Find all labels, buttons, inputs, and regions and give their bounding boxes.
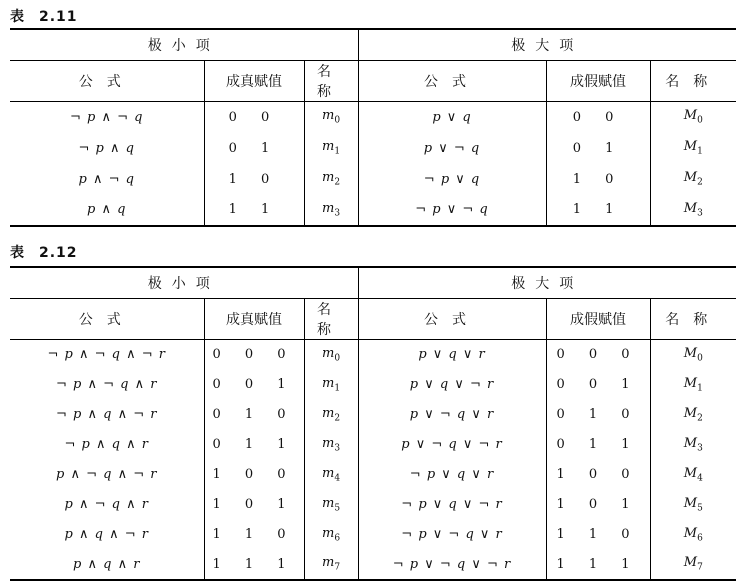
maxterm-index: 2 <box>697 177 703 188</box>
maxterm-formula: p ∨ ¬ q ∨ r <box>358 400 546 430</box>
table-caption <box>10 6 78 26</box>
minterm-group-header: 极小项 <box>10 267 358 299</box>
minterm-name <box>304 550 358 580</box>
maxterm-formula: ¬ p ∨ ¬ q <box>358 195 546 226</box>
minterm-index: 3 <box>334 443 341 454</box>
caption-prefix: 表 <box>10 245 25 261</box>
maxterm-index: 0 <box>697 353 703 364</box>
maxterm-symbol: M <box>683 525 698 541</box>
minterm-index: 2 <box>334 413 341 424</box>
maxterm-symbol: M <box>683 345 698 361</box>
false-assignment-values: 0 1 0 <box>546 400 650 430</box>
minterm-formula: p ∧ ¬ q <box>78 171 135 187</box>
minterm-formula: p ∧ q <box>10 195 204 226</box>
minterm-maxterm-table <box>10 28 736 227</box>
maxterm-formula: ¬ p ∨ ¬ q ∨ r <box>358 520 546 550</box>
true-assignment-values: 0 0 0 <box>204 340 304 370</box>
minterm-name <box>304 340 358 370</box>
maxterm-index: 2 <box>697 413 703 424</box>
minterm-symbol: m <box>321 375 335 391</box>
minterm-symbol: m <box>321 405 335 421</box>
maxterm-name <box>650 490 736 520</box>
minterm-name <box>304 460 358 490</box>
minterm-index: 2 <box>334 177 341 188</box>
col-header-false-assignment: 成假赋值 <box>546 61 650 102</box>
false-assignment-values: 0 1 <box>546 133 650 164</box>
col-header-true-assignment: 成真赋值 <box>204 61 304 102</box>
maxterm-name <box>650 370 736 400</box>
caption-number: 2.11 <box>39 9 78 25</box>
minterm-index: 3 <box>334 208 341 219</box>
maxterm-index: 3 <box>697 443 703 454</box>
minterm-symbol: m <box>321 525 335 541</box>
col-header-formula: 公式 <box>10 299 204 340</box>
minterm-index: 5 <box>334 503 341 514</box>
minterm-index: 0 <box>334 353 341 364</box>
maxterm-symbol: M <box>683 170 698 186</box>
false-assignment-values: 0 0 0 <box>546 340 650 370</box>
col-header-formula: 公式 <box>358 61 546 102</box>
maxterm-index: 3 <box>697 208 703 219</box>
maxterm-group-header: 极大项 <box>358 29 736 61</box>
table-row <box>10 164 736 195</box>
maxterm-name <box>650 102 736 133</box>
minterm-formula: ¬ p ∧ q <box>78 140 135 156</box>
maxterm-symbol: M <box>683 200 698 216</box>
maxterm-index: 6 <box>697 533 703 544</box>
minterm-symbol: m <box>321 200 335 216</box>
minterm-symbol: m <box>321 139 335 155</box>
table-caption <box>10 242 78 262</box>
minterm-formula: p ∧ q ∧ r <box>10 550 204 580</box>
col-header-name: 名称 <box>304 299 358 340</box>
true-assignment-values: 0 1 <box>204 133 304 164</box>
minterm-symbol: m <box>321 465 335 481</box>
maxterm-symbol: M <box>683 495 698 511</box>
minterm-index: 6 <box>334 533 341 544</box>
minterm-symbol: m <box>321 435 335 451</box>
true-assignment-values: 1 1 0 <box>204 520 304 550</box>
minterm-formula: ¬ p ∧ ¬ q <box>70 109 144 125</box>
table-row <box>10 400 736 430</box>
maxterm-formula: ¬ p ∨ ¬ q ∨ ¬ r <box>358 550 546 580</box>
minterm-symbol: m <box>321 495 335 511</box>
true-assignment-values: 1 0 1 <box>204 490 304 520</box>
table-row <box>10 340 736 370</box>
minterm-index: 1 <box>334 383 341 394</box>
false-assignment-values: 0 0 1 <box>546 370 650 400</box>
true-assignment-values: 1 0 <box>204 164 304 195</box>
true-assignment-values: 1 0 0 <box>204 460 304 490</box>
minterm-name <box>304 195 358 226</box>
maxterm-formula: ¬ p ∨ q ∨ r <box>358 460 546 490</box>
true-assignment-values: 1 1 <box>204 195 304 226</box>
minterm-name <box>304 164 358 195</box>
maxterm-formula: p ∨ q <box>358 102 546 133</box>
maxterm-index: 0 <box>697 116 703 127</box>
maxterm-formula: ¬ p ∨ q <box>358 164 546 195</box>
col-header-name: 名称 <box>650 61 736 102</box>
minterm-symbol: m <box>321 345 335 361</box>
minterm-name <box>304 520 358 550</box>
maxterm-name <box>650 195 736 226</box>
maxterm-index: 5 <box>697 503 703 514</box>
minterm-name <box>304 102 358 133</box>
table-row <box>10 195 736 226</box>
minterm-name <box>304 430 358 460</box>
maxterm-name <box>650 340 736 370</box>
col-header-name: 名称 <box>304 61 358 102</box>
minterm-formula: p ∧ ¬ q ∧ ¬ r <box>56 467 158 482</box>
col-header-false-assignment: 成假赋值 <box>546 299 650 340</box>
true-assignment-values: 0 0 <box>204 102 304 133</box>
false-assignment-values: 1 1 1 <box>546 550 650 580</box>
maxterm-index: 7 <box>697 562 703 573</box>
minterm-formula: p ∧ ¬ q ∧ r <box>64 497 149 512</box>
minterm-symbol: m <box>321 170 335 186</box>
true-assignment-values: 0 0 1 <box>204 370 304 400</box>
minterm-index: 1 <box>334 146 341 157</box>
table-row <box>10 520 736 550</box>
minterm-index: 7 <box>334 562 341 573</box>
maxterm-formula: ¬ p ∨ q ∨ ¬ r <box>358 490 546 520</box>
maxterm-symbol: M <box>683 139 698 155</box>
maxterm-name <box>650 520 736 550</box>
maxterm-name <box>650 550 736 580</box>
minterm-formula: ¬ p ∧ ¬ q ∧ r <box>56 377 158 392</box>
minterm-name <box>304 133 358 164</box>
maxterm-name <box>650 164 736 195</box>
false-assignment-values: 1 1 <box>546 195 650 226</box>
minterm-symbol: m <box>321 555 335 571</box>
maxterm-symbol: M <box>683 108 698 124</box>
table-row <box>10 460 736 490</box>
minterm-formula: ¬ p ∧ ¬ q ∧ ¬ r <box>47 347 166 363</box>
false-assignment-values: 1 0 0 <box>546 460 650 490</box>
table-row <box>10 102 736 133</box>
false-assignment-values: 0 0 <box>546 102 650 133</box>
false-assignment-values: 1 0 1 <box>546 490 650 520</box>
minterm-name <box>304 400 358 430</box>
caption-number: 2.12 <box>39 245 78 261</box>
true-assignment-values: 0 1 1 <box>204 430 304 460</box>
table-row <box>10 133 736 164</box>
minterm-index: 4 <box>334 473 341 484</box>
maxterm-name <box>650 460 736 490</box>
col-header-true-assignment: 成真赋值 <box>204 299 304 340</box>
false-assignment-values: 1 1 0 <box>546 520 650 550</box>
maxterm-index: 1 <box>697 146 703 157</box>
true-assignment-values: 1 1 1 <box>204 550 304 580</box>
maxterm-symbol: M <box>683 435 698 451</box>
maxterm-symbol: M <box>683 465 698 481</box>
caption-prefix: 表 <box>10 9 25 25</box>
minterm-formula: ¬ p ∧ q ∧ r <box>64 437 149 452</box>
maxterm-index: 4 <box>697 473 703 484</box>
table-row <box>10 430 736 460</box>
minterm-name <box>304 370 358 400</box>
maxterm-index: 1 <box>697 383 703 394</box>
maxterm-formula: p ∨ ¬ q ∨ ¬ r <box>358 430 546 460</box>
maxterm-symbol: M <box>683 375 698 391</box>
minterm-formula: p ∧ q ∧ ¬ r <box>64 527 149 542</box>
maxterm-formula: p ∨ q ∨ ¬ r <box>358 370 546 400</box>
minterm-index: 0 <box>334 116 341 127</box>
col-header-formula: 公式 <box>358 299 546 340</box>
false-assignment-values: 0 1 1 <box>546 430 650 460</box>
maxterm-symbol: M <box>683 405 698 421</box>
false-assignment-values: 1 0 <box>546 164 650 195</box>
table-row <box>10 370 736 400</box>
minterm-group-header: 极小项 <box>10 29 358 61</box>
minterm-formula: ¬ p ∧ q ∧ ¬ r <box>56 407 158 422</box>
true-assignment-values: 0 1 0 <box>204 400 304 430</box>
col-header-name: 名称 <box>650 299 736 340</box>
maxterm-formula: p ∨ ¬ q <box>358 133 546 164</box>
maxterm-formula: p ∨ q ∨ r <box>358 340 546 370</box>
minterm-maxterm-table <box>10 266 736 581</box>
maxterm-name <box>650 133 736 164</box>
maxterm-name <box>650 400 736 430</box>
minterm-name <box>304 490 358 520</box>
maxterm-symbol: M <box>683 555 698 571</box>
col-header-formula: 公式 <box>10 61 204 102</box>
minterm-symbol: m <box>321 108 335 124</box>
table-row <box>10 550 736 580</box>
maxterm-group-header: 极大项 <box>358 267 736 299</box>
table-row <box>10 490 736 520</box>
maxterm-name <box>650 430 736 460</box>
